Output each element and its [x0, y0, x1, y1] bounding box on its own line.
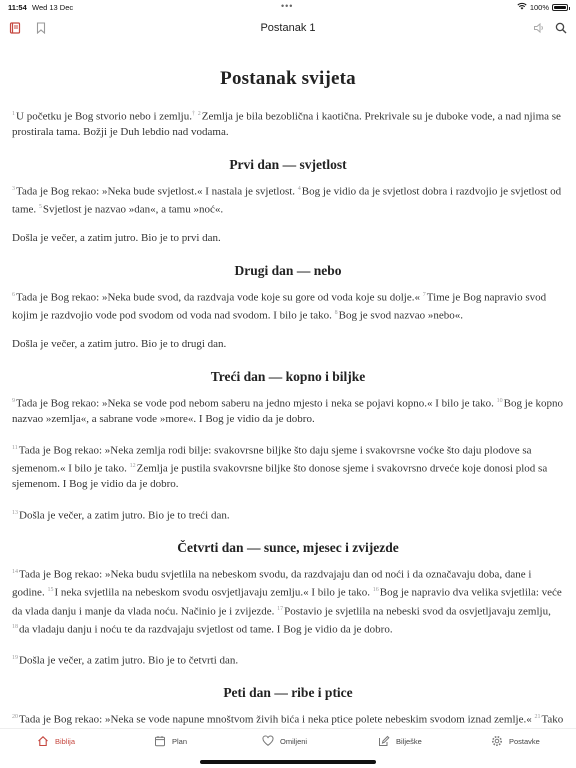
paragraph[interactable] — [12, 288, 564, 325]
paragraph[interactable] — [12, 394, 564, 428]
wifi-icon — [517, 2, 527, 12]
status-date: Wed 13 Dec — [32, 3, 74, 12]
verse-number: 5 — [38, 204, 42, 211]
chapter-title: Postanak svijeta — [220, 68, 356, 89]
paragraph-intro[interactable] — [12, 107, 564, 141]
bible-text-content[interactable] — [0, 48, 576, 728]
verse-text[interactable]: Bog je svod nazvao »nebo«. — [338, 309, 463, 322]
multitasking-dots[interactable]: ••• — [281, 1, 294, 11]
search-icon[interactable] — [554, 21, 568, 35]
verse-text[interactable]: Tako — [541, 714, 564, 727]
verse-number: 8 — [334, 310, 338, 317]
tab-biblija[interactable] — [37, 735, 75, 747]
verse-text[interactable]: Zemlja je pustila svakovrsne biljke što donose sjeme i svakovrsno drveće koje donosi plod sa sjemenom. I Bog je vidio da je dobro. — [12, 462, 548, 491]
nav-bar — [0, 14, 576, 44]
paragraph[interactable] — [12, 441, 564, 493]
verse-number: 12 — [129, 463, 136, 470]
speaker-icon[interactable] — [532, 21, 546, 35]
verse-text[interactable]: Tada je Bog rekao: »Neka bude svod, da razdvaja vode koje su gore od voda koje su dolje.« — [16, 291, 420, 304]
verse-text[interactable]: da vladaju danju i noću te da razdvajaju svjetlost od tame. I Bog je vidio da je dobro. — [19, 623, 393, 636]
gear-icon — [491, 735, 503, 747]
status-time: 11:54 — [8, 3, 27, 12]
tab-postavke[interactable] — [491, 735, 540, 747]
verse-text[interactable]: Time je Bog napravio svod kojim je razdvojio vode pod svodom od voda nad svodom. I bilo je tako. — [12, 291, 547, 322]
tab-label: Plan — [172, 736, 188, 746]
paragraph[interactable] — [12, 231, 564, 247]
verse-text[interactable]: I neka svjetlila na nebeskom svodu osvjetljavaju zemlju.« I bilo je tako. — [54, 587, 371, 600]
section-title: Peti dan — ribe i ptice — [223, 685, 353, 701]
verse-number: 14 — [12, 569, 18, 576]
verse-text[interactable]: U početku je Bog stvorio nebo i zemlju. — [16, 110, 192, 123]
section-title: Treći dan — kopno i biljke — [210, 369, 366, 385]
chapter-nav-title[interactable]: Postanak 1 — [260, 22, 316, 34]
verse-number: 3 — [12, 185, 15, 192]
battery-icon — [552, 4, 568, 11]
verse-number: 1 — [12, 111, 15, 117]
verse-number: 20 — [12, 714, 18, 721]
calendar-icon — [154, 735, 166, 747]
verse-text[interactable]: Tada je Bog rekao: »Neka zemlja rodi bilje: svakovrsne biljke što daju sjeme i svakovrsne voćke što daju plodove sa sjemenom.« I bilo je tako. — [12, 444, 532, 475]
paragraph[interactable] — [12, 710, 564, 728]
verse-number: 19 — [12, 655, 18, 662]
verse-text[interactable]: Došla je večer, a zatim jutro. Bio je to treći dan. — [19, 509, 230, 522]
tab-label: Postavke — [509, 736, 540, 746]
verse-text[interactable]: Tada je Bog rekao: »Neka budu svjetlila na nebeskom svodu, da razdvajaju dan od noći i da označavaju doba, dane i godine. — [12, 568, 532, 600]
section-title: Drugi dan — nebo — [234, 262, 342, 278]
edit-icon — [378, 735, 390, 747]
verse-number: 15 — [47, 587, 54, 594]
home-indicator[interactable] — [200, 760, 376, 764]
paragraph[interactable] — [12, 182, 564, 219]
verse-number: 6 — [12, 291, 15, 298]
paragraph[interactable] — [12, 651, 564, 669]
status-right — [517, 2, 568, 12]
verse-number: 2 — [197, 111, 201, 117]
verse-text[interactable]: Došla je večer, a zatim jutro. Bio je to prvi dan. — [12, 232, 221, 245]
verse-number: 4 — [297, 185, 301, 192]
footnote-marker[interactable]: † — [191, 111, 195, 117]
tab-bar — [0, 728, 576, 768]
tab-label: Bilješke — [396, 736, 422, 746]
verse-number: 16 — [372, 587, 379, 594]
tab-plan[interactable] — [154, 735, 187, 747]
verse-text[interactable]: Bog je napravio dva velika svjetlila: veće da vlada danju i manje da vlada noću. Načinio je i zvijezde. — [12, 587, 562, 618]
tab-biljeske[interactable] — [378, 735, 422, 747]
battery-fill — [554, 6, 566, 9]
verse-text[interactable]: Tada je Bog rekao: »Neka se vode napune mnoštvom živih bića i neka ptice polete nebeskim svodom iznad zemlje.« — [19, 714, 532, 727]
paragraph[interactable] — [12, 506, 564, 524]
verse-text[interactable]: Tada je Bog rekao: »Neka se vode pod nebom saberu na jedno mjesto i neka se pojavi kopno.« I bilo je tako. — [16, 397, 494, 410]
verse-text[interactable]: Došla je večer, a zatim jutro. Bio je to četvrti dan. — [19, 654, 239, 667]
verse-text[interactable]: Bog je kopno nazvao »zemlja«, a sabrane vode »more«. I Bog je vidio da je dobro. — [12, 397, 563, 426]
verse-text[interactable]: Bog je vidio da je svjetlost dobra i razdvojio je svjetlost od tame. — [12, 185, 562, 216]
verse-text[interactable]: Postavio je svjetlila na nebeski svod da osvjetljavaju zemlju, — [284, 605, 551, 618]
home-icon — [37, 735, 49, 747]
paragraph[interactable] — [12, 337, 564, 353]
tab-label: Omiljeni — [280, 736, 308, 746]
battery-text: 100% — [529, 2, 549, 12]
verse-number: 18 — [12, 623, 18, 630]
tab-omiljeni[interactable] — [262, 735, 307, 747]
paragraph[interactable] — [12, 565, 564, 638]
status-bar — [0, 0, 576, 14]
section-title: Prvi dan — svjetlost — [229, 156, 347, 172]
verse-text[interactable]: Zemlja je bila bezoblična i kaotična. Prekrivale su je duboke vode, a nad njima se prostirala tama. Božji je Duh lebdio nad vodama. — [12, 110, 561, 139]
verse-text[interactable]: Svjetlost je nazvao »dan«, a tamu »noć«. — [42, 203, 224, 216]
tab-label: Biblija — [55, 736, 76, 746]
section-title: Četvrti dan — sunce, mjesec i zvijezde — [177, 540, 399, 556]
verse-number: 9 — [12, 398, 15, 405]
heart-icon — [262, 735, 274, 747]
verse-text[interactable]: Tada je Bog rekao: »Neka bude svjetlost.« I nastala je svjetlost. — [16, 185, 296, 198]
verse-number: 17 — [277, 605, 284, 612]
verse-number: 21 — [534, 714, 541, 721]
verse-number: 13 — [12, 509, 18, 516]
verse-number: 11 — [12, 444, 18, 451]
verse-text[interactable]: Došla je večer, a zatim jutro. Bio je to drugi dan. — [12, 338, 227, 351]
verse-number: 10 — [496, 398, 503, 405]
verse-number: 7 — [422, 291, 426, 298]
